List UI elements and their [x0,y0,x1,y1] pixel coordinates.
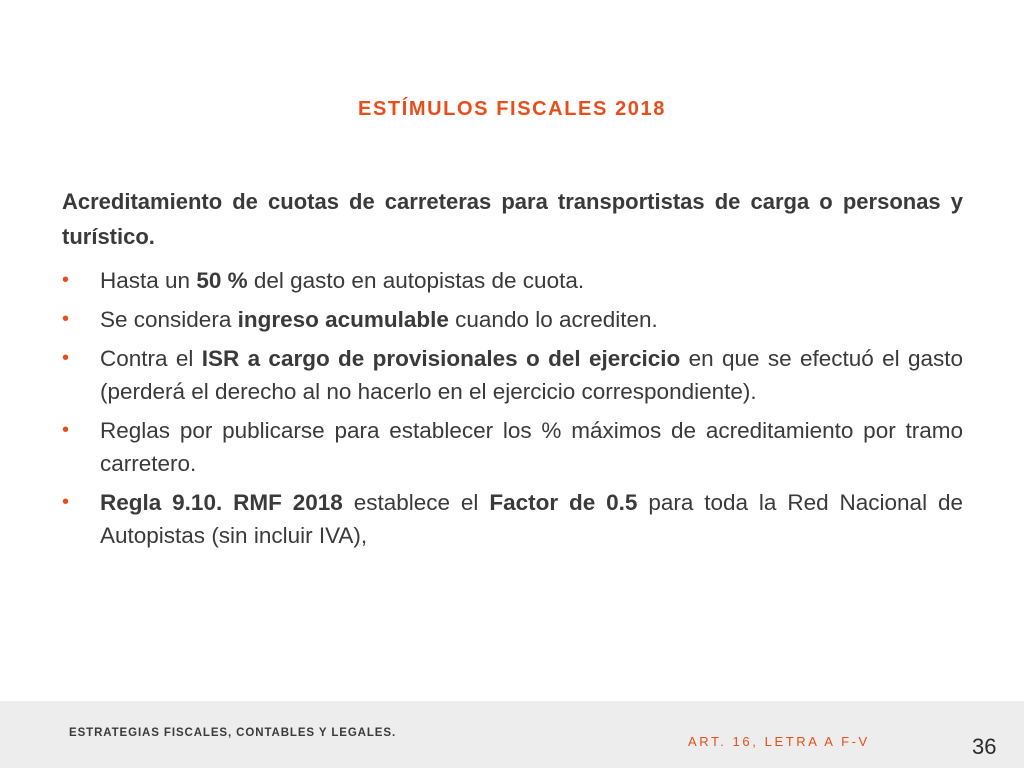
bullet-text: Hasta un [100,268,197,293]
slide-title: ESTÍMULOS FISCALES 2018 [358,98,666,120]
footer-company: ESTRATEGIAS FISCALES, CONTABLES Y LEGALES. [69,727,397,739]
bullet-emphasis: 50 % [196,268,248,293]
bullet-icon: • [62,419,70,441]
bullet-text: establece el [342,490,490,515]
list-item [62,342,963,408]
footer-article-reference: ART. 16, LETRA A F-V [688,734,870,749]
list-item [62,264,963,297]
bullet-icon: • [62,347,70,369]
list-item [62,486,963,552]
bullet-text: en que se efectuó el gasto (perderá el derecho al no hacerlo en el ejercicio correspondiente). [100,346,964,404]
bullet-emphasis: Factor de 0.5 [489,490,638,515]
bullet-text: Se considera [100,307,238,332]
bullet-emphasis: ingreso acumulable [237,307,449,332]
intro-paragraph: Acreditamiento de cuotas de carreteras para transportistas de carga o personas y turístico. [62,189,963,249]
bullet-text: Reglas por publicarse para establecer los % máximos de acreditamiento por tramo carretero. [100,418,963,476]
bullet-emphasis: Regla 9.10. RMF 2018 [100,490,343,515]
bullet-text: cuando lo acrediten. [448,307,658,332]
bullet-emphasis: ISR a cargo de provisionales o del ejercicio [201,346,681,371]
page-number: 36 [972,734,997,759]
slide-content [62,184,963,558]
bullet-icon: • [62,269,70,291]
list-item [62,414,963,480]
bullet-icon: • [62,308,70,330]
bullet-text: del gasto en autopistas de cuota. [247,268,585,293]
bullet-list [62,264,963,552]
bullet-text: para toda la Red Nacional de Autopistas (sin incluir IVA), [100,490,963,548]
bullet-icon: • [62,491,70,513]
list-item [62,303,963,336]
bullet-text: Contra el [100,346,202,371]
footer-bar [0,701,1024,768]
